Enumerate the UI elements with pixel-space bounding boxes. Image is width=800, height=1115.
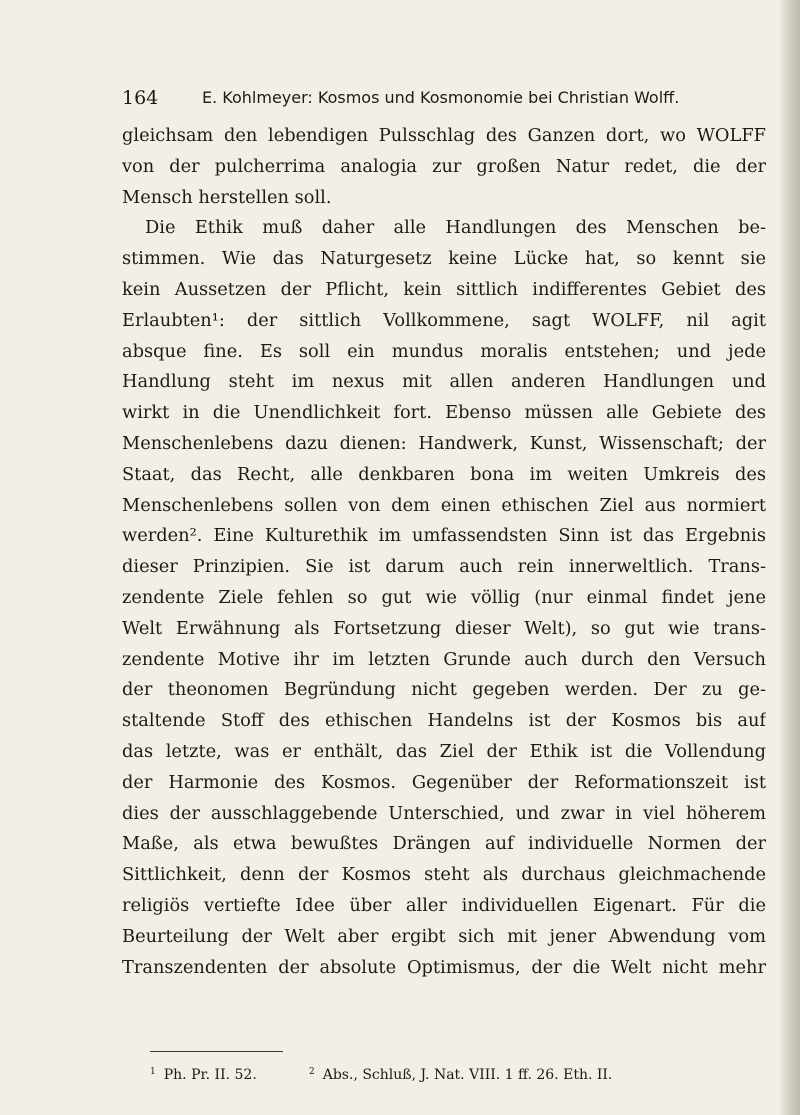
- text-line: der theonomen Begründung nicht gegeben werden. Der zu ge-: [122, 679, 766, 701]
- text-line: Maße, als etwa bewußtes Drängen auf individuelle Normen der: [122, 833, 766, 855]
- text-line: zendente Motive ihr im letzten Grunde auch durch den Versuch: [122, 648, 766, 670]
- body-text: [122, 121, 766, 983]
- running-title: E. Kohlmeyer: Kosmos und Kosmonomie bei Christian Wolff.: [202, 88, 680, 107]
- running-header: [122, 86, 722, 110]
- text-line: von der pulcherrima analogia zur großen Natur redet, die der: [122, 155, 766, 177]
- text-line: Sittlichkeit, denn der Kosmos steht als durchaus gleichmachende: [122, 864, 766, 886]
- footnote-text: Ph. Pr. II. 52.: [163, 1067, 257, 1083]
- footnotes: [150, 1060, 710, 1084]
- footnote-text: Abs., Schluß, J. Nat. VIII. 1 ff. 26. Eth. II.: [322, 1067, 613, 1083]
- text-line: absque fine. Es soll ein mundus moralis entstehen; und jede: [122, 340, 766, 362]
- footnote-marker: 2: [309, 1067, 315, 1077]
- text-line: religiös vertiefte Idee über aller individuellen Eigenart. Für die: [122, 894, 766, 916]
- text-line: Menschenlebens sollen von dem einen ethischen Ziel aus normiert: [122, 494, 766, 516]
- text-line: Staat, das Recht, alle denkbaren bona im weiten Umkreis des: [122, 463, 766, 485]
- text-line: dies der ausschlaggebende Unterschied, und zwar in viel höherem: [122, 802, 766, 824]
- page-edge-shadow: [780, 0, 800, 1115]
- text-line: dieser Prinzipien. Sie ist darum auch rein innerweltlich. Trans-: [122, 556, 766, 578]
- text-line: wirkt in die Unendlichkeit fort. Ebenso müssen alle Gebiete des: [122, 402, 766, 424]
- text-line: stimmen. Wie das Naturgesetz keine Lücke hat, so kennt sie: [122, 248, 766, 270]
- footnote-divider: [150, 1051, 283, 1052]
- footnote-marker: 1: [150, 1067, 156, 1077]
- text-line: gleichsam den lebendigen Pulsschlag des Ganzen dort, wo WOLFF: [122, 125, 766, 146]
- text-line: Erlaubten¹: der sittlich Vollkommene, sagt WOLFF, nil agit: [122, 309, 766, 331]
- text-line: Welt Erwähnung als Fortsetzung dieser Welt), so gut wie trans-: [122, 617, 766, 639]
- text-line: Menschenlebens dazu dienen: Handwerk, Kunst, Wissenschaft; der: [122, 432, 766, 454]
- text-line: staltende Stoff des ethischen Handelns ist der Kosmos bis auf: [122, 710, 766, 732]
- text-line: der Harmonie des Kosmos. Gegenüber der Reformationszeit ist: [122, 771, 766, 793]
- text-line: kein Aussetzen der Pflicht, kein sittlich indifferentes Gebiet des: [122, 278, 766, 300]
- footnote-1: [150, 1060, 257, 1087]
- text-line: das letzte, was er enthält, das Ziel der Ethik ist die Vollendung: [122, 740, 766, 762]
- page-number: 164: [122, 87, 159, 109]
- footnote-2: [309, 1060, 612, 1087]
- text-line: Beurteilung der Welt aber ergibt sich mit jener Abwendung vom: [122, 925, 766, 947]
- text-line: Mensch herstellen soll.: [122, 186, 332, 208]
- text-line: zendente Ziele fehlen so gut wie völlig (nur einmal findet jene: [122, 586, 766, 608]
- text-line: Handlung steht im nexus mit allen anderen Handlungen und: [122, 371, 766, 393]
- text-line: Transzendenten der absolute Optimismus, der die Welt nicht mehr: [122, 956, 766, 978]
- text-line: werden². Eine Kulturethik im umfassendsten Sinn ist das Ergebnis: [122, 525, 766, 547]
- paragraph-first-line: Die Ethik muß daher alle Handlungen des Menschen be-: [145, 217, 766, 239]
